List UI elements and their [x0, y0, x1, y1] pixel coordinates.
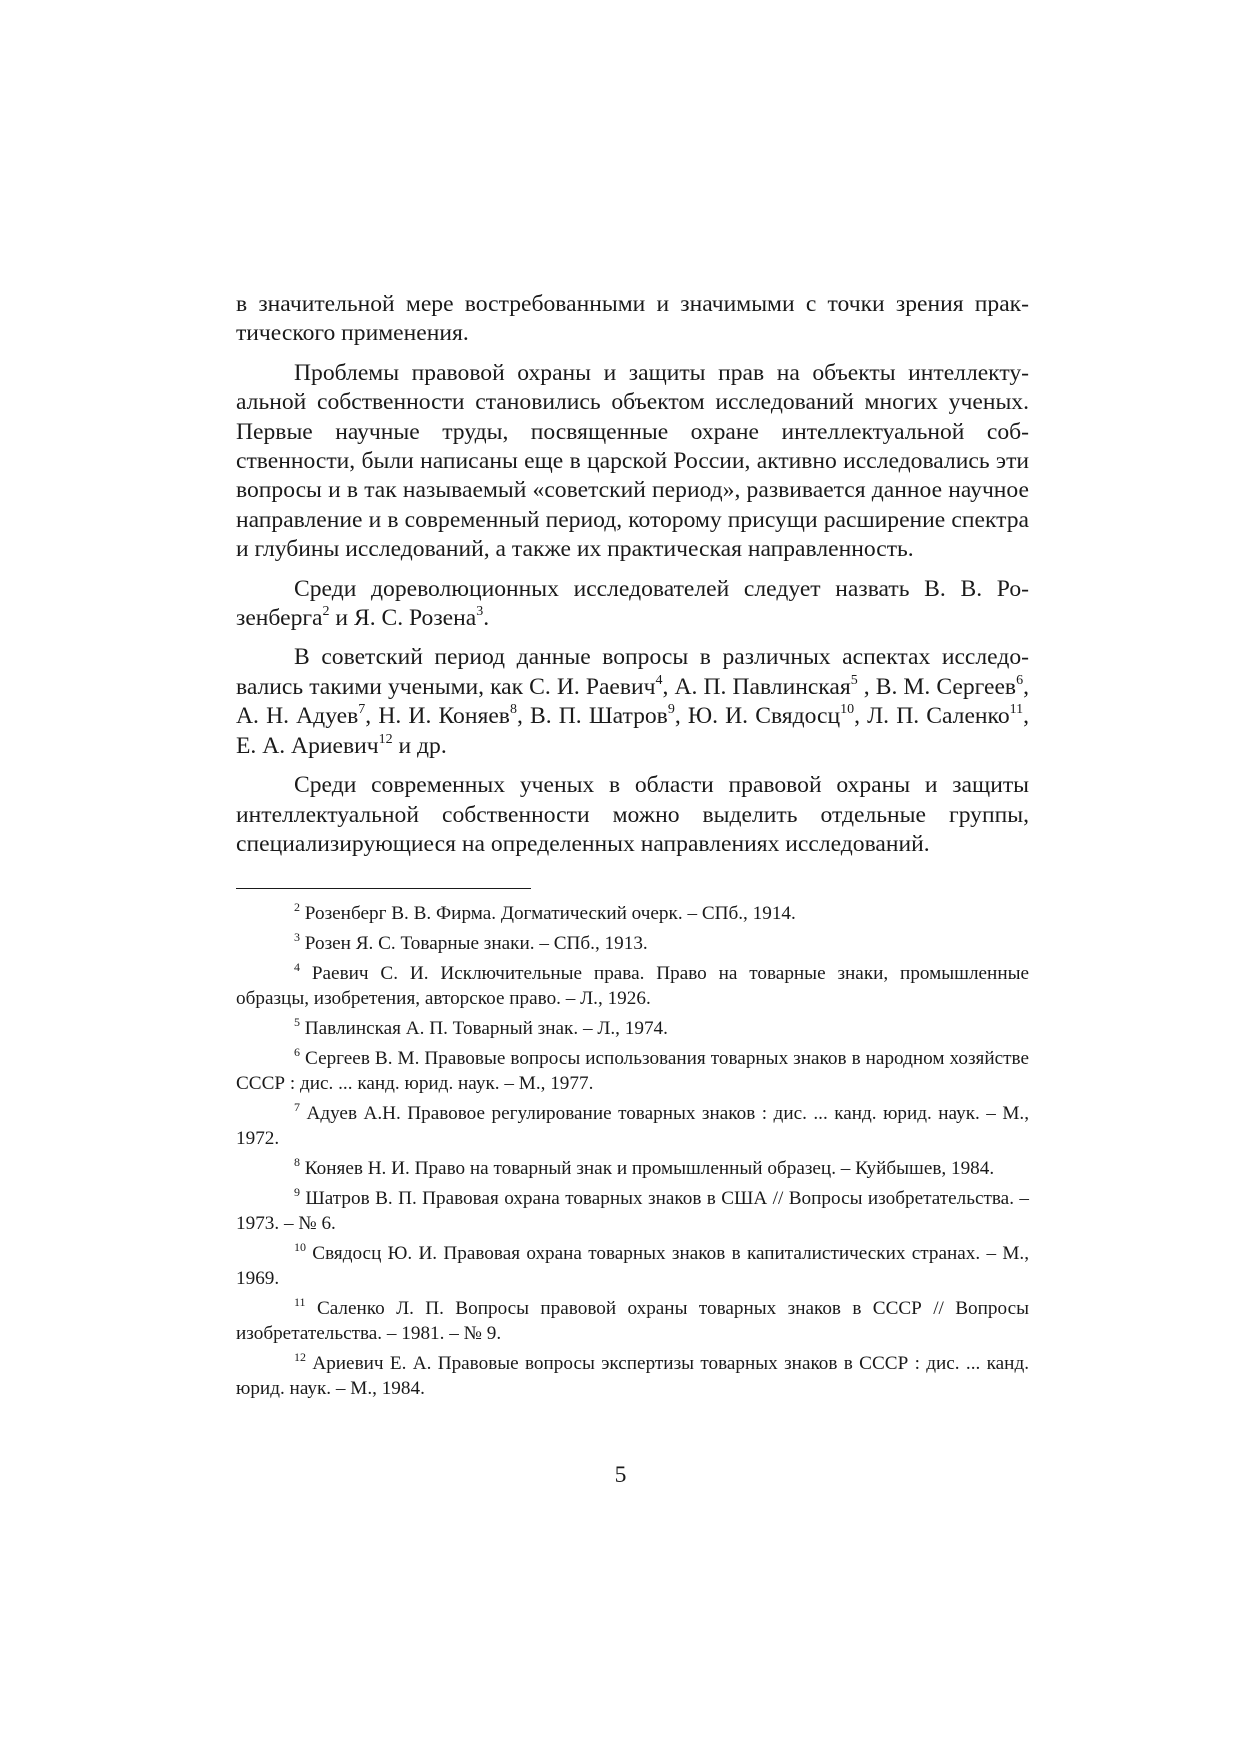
footnote	[236, 1156, 1029, 1181]
paragraph	[236, 359, 1029, 565]
footnote-number: 9	[294, 1185, 300, 1200]
paragraph-text: и др.	[392, 732, 447, 759]
footnote-text: Адуев А.Н. Правовое регулирование товарных знаков : дис. ... канд. юрид. наук. – М., 1972.	[236, 1103, 1029, 1150]
footnote-text: Ариевич Е. А. Правовые вопросы экспертизы товарных знаков в СССР : дис. ... канд. юрид. наук. – М., 1984.	[236, 1353, 1029, 1400]
footnote-text: Шатров В. П. Правовая охрана товарных знаков в США // Вопросы изобретательства. – 1973. – № 6.	[236, 1188, 1029, 1235]
footnote	[236, 1016, 1029, 1041]
footnote	[236, 1351, 1029, 1401]
paragraph-text: и Я. С. Розена	[329, 605, 477, 632]
footnote-number: 11	[294, 1295, 306, 1310]
footnote-number: 12	[294, 1350, 306, 1365]
footnote-ref: 3	[476, 604, 484, 620]
paragraph-text: , А. П. Павлинская	[662, 673, 851, 700]
paragraph-text: , В. М. Сергеев	[857, 673, 1017, 700]
footnote-text: Свядосц Ю. И. Правовая охрана товарных знаков в капиталистических странах. – М., 1969.	[236, 1243, 1029, 1290]
paragraph-text: , Ю. И. Свядосц	[674, 703, 841, 730]
footnote-ref: 6	[1016, 672, 1024, 688]
footnote-separator	[236, 888, 531, 889]
paragraph-text: в значительной мере востребованными и значимыми с точки зрения практического применения.	[236, 291, 1029, 347]
footnote	[236, 1296, 1029, 1346]
footnote	[236, 1101, 1029, 1151]
footnote-text: Павлинская А. П. Товарный знак. – Л., 1974.	[304, 1018, 668, 1040]
footnote	[236, 961, 1029, 1011]
footnote-ref: 12	[378, 731, 393, 747]
paragraph-text: Проблемы правовой охраны и защиты прав на объекты интеллектуальной собственности становились объектом исследований многих ученых. Первые научные труды, посвященные охране интеллектуальной собственности, были написаны еще в царской России, активно исследовались эти вопросы и в так называемый «советский период», развивается данное научное направление и в современный период, которому присущи расширение спектра и глубины исследований, а также их практическая направленность.	[236, 359, 1029, 563]
footnote-text: Коняев Н. И. Право на товарный знак и промышленный образец. – Куйбышев, 1984.	[304, 1158, 995, 1180]
footnote-ref: 5	[850, 672, 858, 688]
paragraph	[236, 643, 1029, 761]
footnote-ref: 9	[667, 702, 675, 718]
paragraph	[236, 771, 1029, 859]
footnote	[236, 1241, 1029, 1291]
paragraph-text: , А. Н. Адуев	[236, 673, 1029, 730]
footnote-ref: 10	[840, 702, 855, 718]
paragraph	[236, 575, 1029, 634]
footnote-number: 7	[294, 1100, 300, 1115]
footnote-text: Саленко Л. П. Вопросы правовой охраны товарных знаков в СССР // Вопросы изобретательства. – 1981. – № 9.	[236, 1298, 1029, 1345]
footnote-text: Раевич С. И. Исключительные права. Право на товарные знаки, промышленные образцы, изобретения, авторское право. – Л., 1926.	[236, 963, 1029, 1010]
page-content	[236, 290, 1029, 1406]
footnote-number: 5	[294, 1015, 300, 1030]
footnote-ref: 11	[1009, 702, 1024, 718]
paragraph-text: В советский период данные вопросы в различных аспектах исследовались такими учеными, как С. И. Раевич	[236, 644, 1029, 700]
footnote-number: 3	[294, 930, 300, 945]
footnote-ref: 8	[509, 702, 517, 718]
page-number: 5	[614, 1462, 627, 1488]
footnote	[236, 931, 1029, 956]
paragraph-text: , Л. П. Саленко	[854, 703, 1010, 730]
footnote-number: 8	[294, 1155, 300, 1170]
body-text	[236, 290, 1029, 859]
paragraph-text: , В. П. Шатров	[516, 703, 668, 730]
footnote	[236, 1186, 1029, 1236]
footnote-number: 4	[294, 960, 300, 975]
footnote-text: Сергеев В. М. Правовые вопросы использования товарных знаков в народном хозяйстве СССР : дис. ... канд. юрид. наук. – М., 1977.	[236, 1048, 1029, 1095]
paragraph-text: Среди современных ученых в области правовой охраны и защиты интеллектуальной собственности можно выделить отдельные группы, специализирующиеся на определенных направлениях исследований.	[236, 772, 1029, 857]
paragraph	[236, 290, 1029, 349]
footnotes	[236, 901, 1029, 1401]
paragraph-text: Среди дореволюционных исследователей следует назвать В. В. Розенберга	[236, 575, 1029, 632]
footnote-number: 2	[294, 900, 300, 915]
footnote-number: 6	[294, 1045, 300, 1060]
footnote-ref: 2	[322, 604, 330, 620]
footnote-text: Розенберг В. В. Фирма. Догматический очерк. – СПб., 1914.	[304, 903, 796, 925]
footnote-text: Розен Я. С. Товарные знаки. – СПб., 1913.	[304, 933, 648, 955]
footnote	[236, 1046, 1029, 1096]
paragraph-text: .	[483, 605, 490, 632]
footnote-ref: 7	[358, 702, 366, 718]
paragraph-text: , Н. И. Коняев	[365, 703, 510, 730]
footnote-number: 10	[294, 1240, 306, 1255]
footnote	[236, 901, 1029, 926]
footnote-ref: 4	[655, 672, 663, 688]
paragraph-text: , Е. А. Ариевич	[236, 703, 1030, 759]
